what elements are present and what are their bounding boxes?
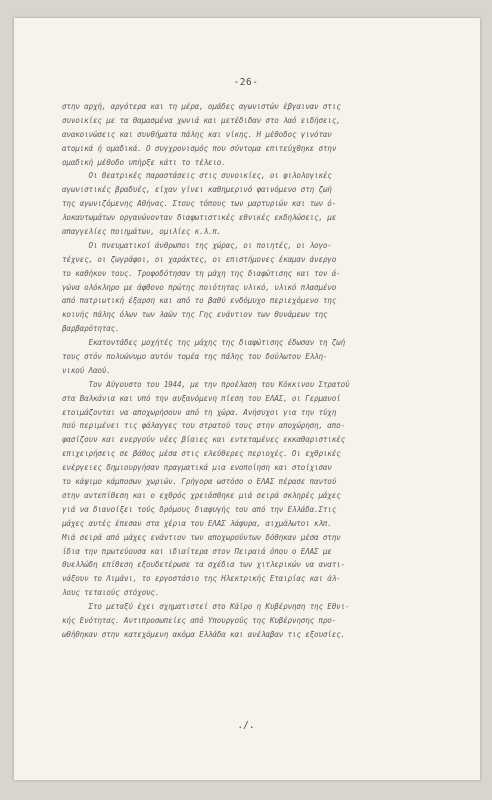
text-line: κοινής πάλης όλων των λαών της Γης ενάντιον των θυνάμεων της bbox=[62, 310, 328, 320]
text-line: επιχειρήσεις σε βάθος μέσα στις ελεύθερες περιοχές. Οι εχθρικές bbox=[62, 449, 341, 459]
text-line: Στο μεταξύ έχει σχηματιστεί στο Κάϊρο η Κυβέρνηση της Εθνι- bbox=[62, 602, 350, 612]
page-number: -26- bbox=[233, 77, 259, 88]
text-line: γιά να διανοίξει τούς δρόμους διαφυγής του από την Ελλάδα.Στις bbox=[62, 504, 337, 514]
text-line: νικού Λαού. bbox=[62, 365, 111, 375]
text-line: συνοικίες με τα θαμασμένα χωνιά και μετέδιδαν στο λαό ειδήσεις, bbox=[62, 115, 341, 125]
text-line: Εκατοντάδες μοχήτές της μάχης της διαφώτισης έδωσαν τη ζωή bbox=[62, 338, 345, 348]
text-line: ωθήθηκαν στην κατεχόμενη ακόμα Ελλάδα και ανέλαβαν τις εξουσίες. bbox=[62, 629, 345, 639]
text-line: νάξουν το Λιμάνι, το εργοστάσιο της Ηλεκτρικής Εταιρίας και άλ- bbox=[62, 574, 341, 584]
text-line: αγωνιστικές βραδυές, είχαν γίνει καθημερινό φαινόμενο στη ζωή bbox=[62, 185, 332, 195]
text-line: στην αρχή, αργότερα και τη μέρα, ομάδες αγωνιστών έβγαιναν στις bbox=[62, 102, 341, 111]
text-line: απαγγελίες ποιημάτων, ομιλίες κ.λ.π. bbox=[62, 227, 222, 237]
text-line: τους στόν πολυώνυμο αυτόν τομέα της πάλης του δούλωτου Ελλη- bbox=[62, 352, 328, 362]
text-line: από πατριωτική έξαρση και από το βαθύ ενδόμυχο περιεχόμενο της bbox=[62, 296, 337, 306]
text-line: λοκαυτωμάτων οργανώνονταν διαφωτιστικές εθνικές εκδηλώσεις, με bbox=[62, 213, 337, 223]
continuation-mark: ./. bbox=[237, 720, 255, 731]
text-line: λους τεταιούς στόχους. bbox=[62, 588, 160, 598]
text-line: Τον Αύγουστο του 1944, με την προέλαση του Κόκκινου Στρατού bbox=[62, 379, 350, 389]
text-line: το καθήκον τους. Τροφοδότησαν τη μάχη της διαφώτισης και τον ά- bbox=[62, 268, 341, 278]
typewritten-body bbox=[62, 100, 472, 642]
text-line: Οι πνευματικοί άνθρωποι της χώρας, οι ποιητές, οι λογο- bbox=[62, 240, 332, 250]
text-line: ενέργειες δημιουργήσαν πραγματικά μια ενοποίηση και στοίχισαν bbox=[62, 463, 332, 473]
text-line: της αγωνιζόμενης Αθήνας. Στους τόπους των μαρτυριών και των ό- bbox=[62, 199, 337, 209]
text-line: φασίζουν και ενεργούν νέες βίαιες και εντεταμένες εκκαθαριστικές bbox=[62, 435, 345, 445]
text-line: ανακοινώσεις και συνθήματα πάλης και νίκης. Η μέθοδος γινόταν bbox=[62, 129, 332, 139]
text-line: ατομικά ή ομαδικά. Ο συγχρονισμός που σύντομα επιτεύχθηκε στην bbox=[62, 143, 337, 153]
text-line: ετοιμάζονται να αποχωρήσουν από τη χώρα. Ανήσυχοι για την τύχη bbox=[62, 407, 337, 417]
text-line: πού περιμένει τις φάλαγγες του στρατού τους στην αποχώρηση, απο- bbox=[62, 421, 345, 431]
text-line: ίδια την πρωτεύουσα και ιδιαίτερα στον Πειραιά όπου ο ΕΛΑΣ με bbox=[62, 546, 332, 556]
text-line: Οι θεατρικές παραστάσεις στις συνοικίες, οι φιλολογικές bbox=[62, 171, 332, 181]
text-line: βαρβαρότητας. bbox=[62, 324, 120, 334]
text-line: το κάψιμο κάμποσων χωριών. Γρήγορα ωστόσο ο ΕΛΑΣ πέρασε παντού bbox=[62, 477, 337, 487]
text-line: στην αντεπίθεση και ο εχθρός χρειάσθηκε μιά σειρά σκληρές μάχες bbox=[62, 490, 341, 500]
text-line: κής Ενότητας. Αντιπροσωπείες από Υπουργούς της Κυβέρνησης προ- bbox=[62, 615, 337, 625]
text-line: στα Βαλκάνια και υπό την αυξανόμενη πίεση του ΕΛΑΣ, οι Γερμανοί bbox=[62, 393, 341, 403]
text-line: μάχες αυτές έπεσαν στα χέρια του ΕΛΑΣ λάφυρα, αιχμάλωτοι κλπ. bbox=[62, 518, 332, 528]
text-line: ομαδική μέθοδο υπήρξε κάτι το τέλειο. bbox=[62, 157, 226, 167]
text-line: Μιά σειρά από μάχες ενάντιον των αποχωρούντων δόθηκαν μέσα στην bbox=[62, 532, 341, 542]
text-line: γώνα ολόκληρο με άφθονο πρώτης ποιότητας υλικό, υλικό πλασμένο bbox=[62, 282, 337, 292]
text-line: τέχνες, οι ζωγράφοι, οι χαράκτες, οι επιστήμονες έκαμαν άνεργο bbox=[62, 254, 337, 264]
text-line: θυελλώδη επίθεση εξουδετέρωσε τα σχέδια των χιτλερικών να ανατι- bbox=[62, 560, 345, 570]
